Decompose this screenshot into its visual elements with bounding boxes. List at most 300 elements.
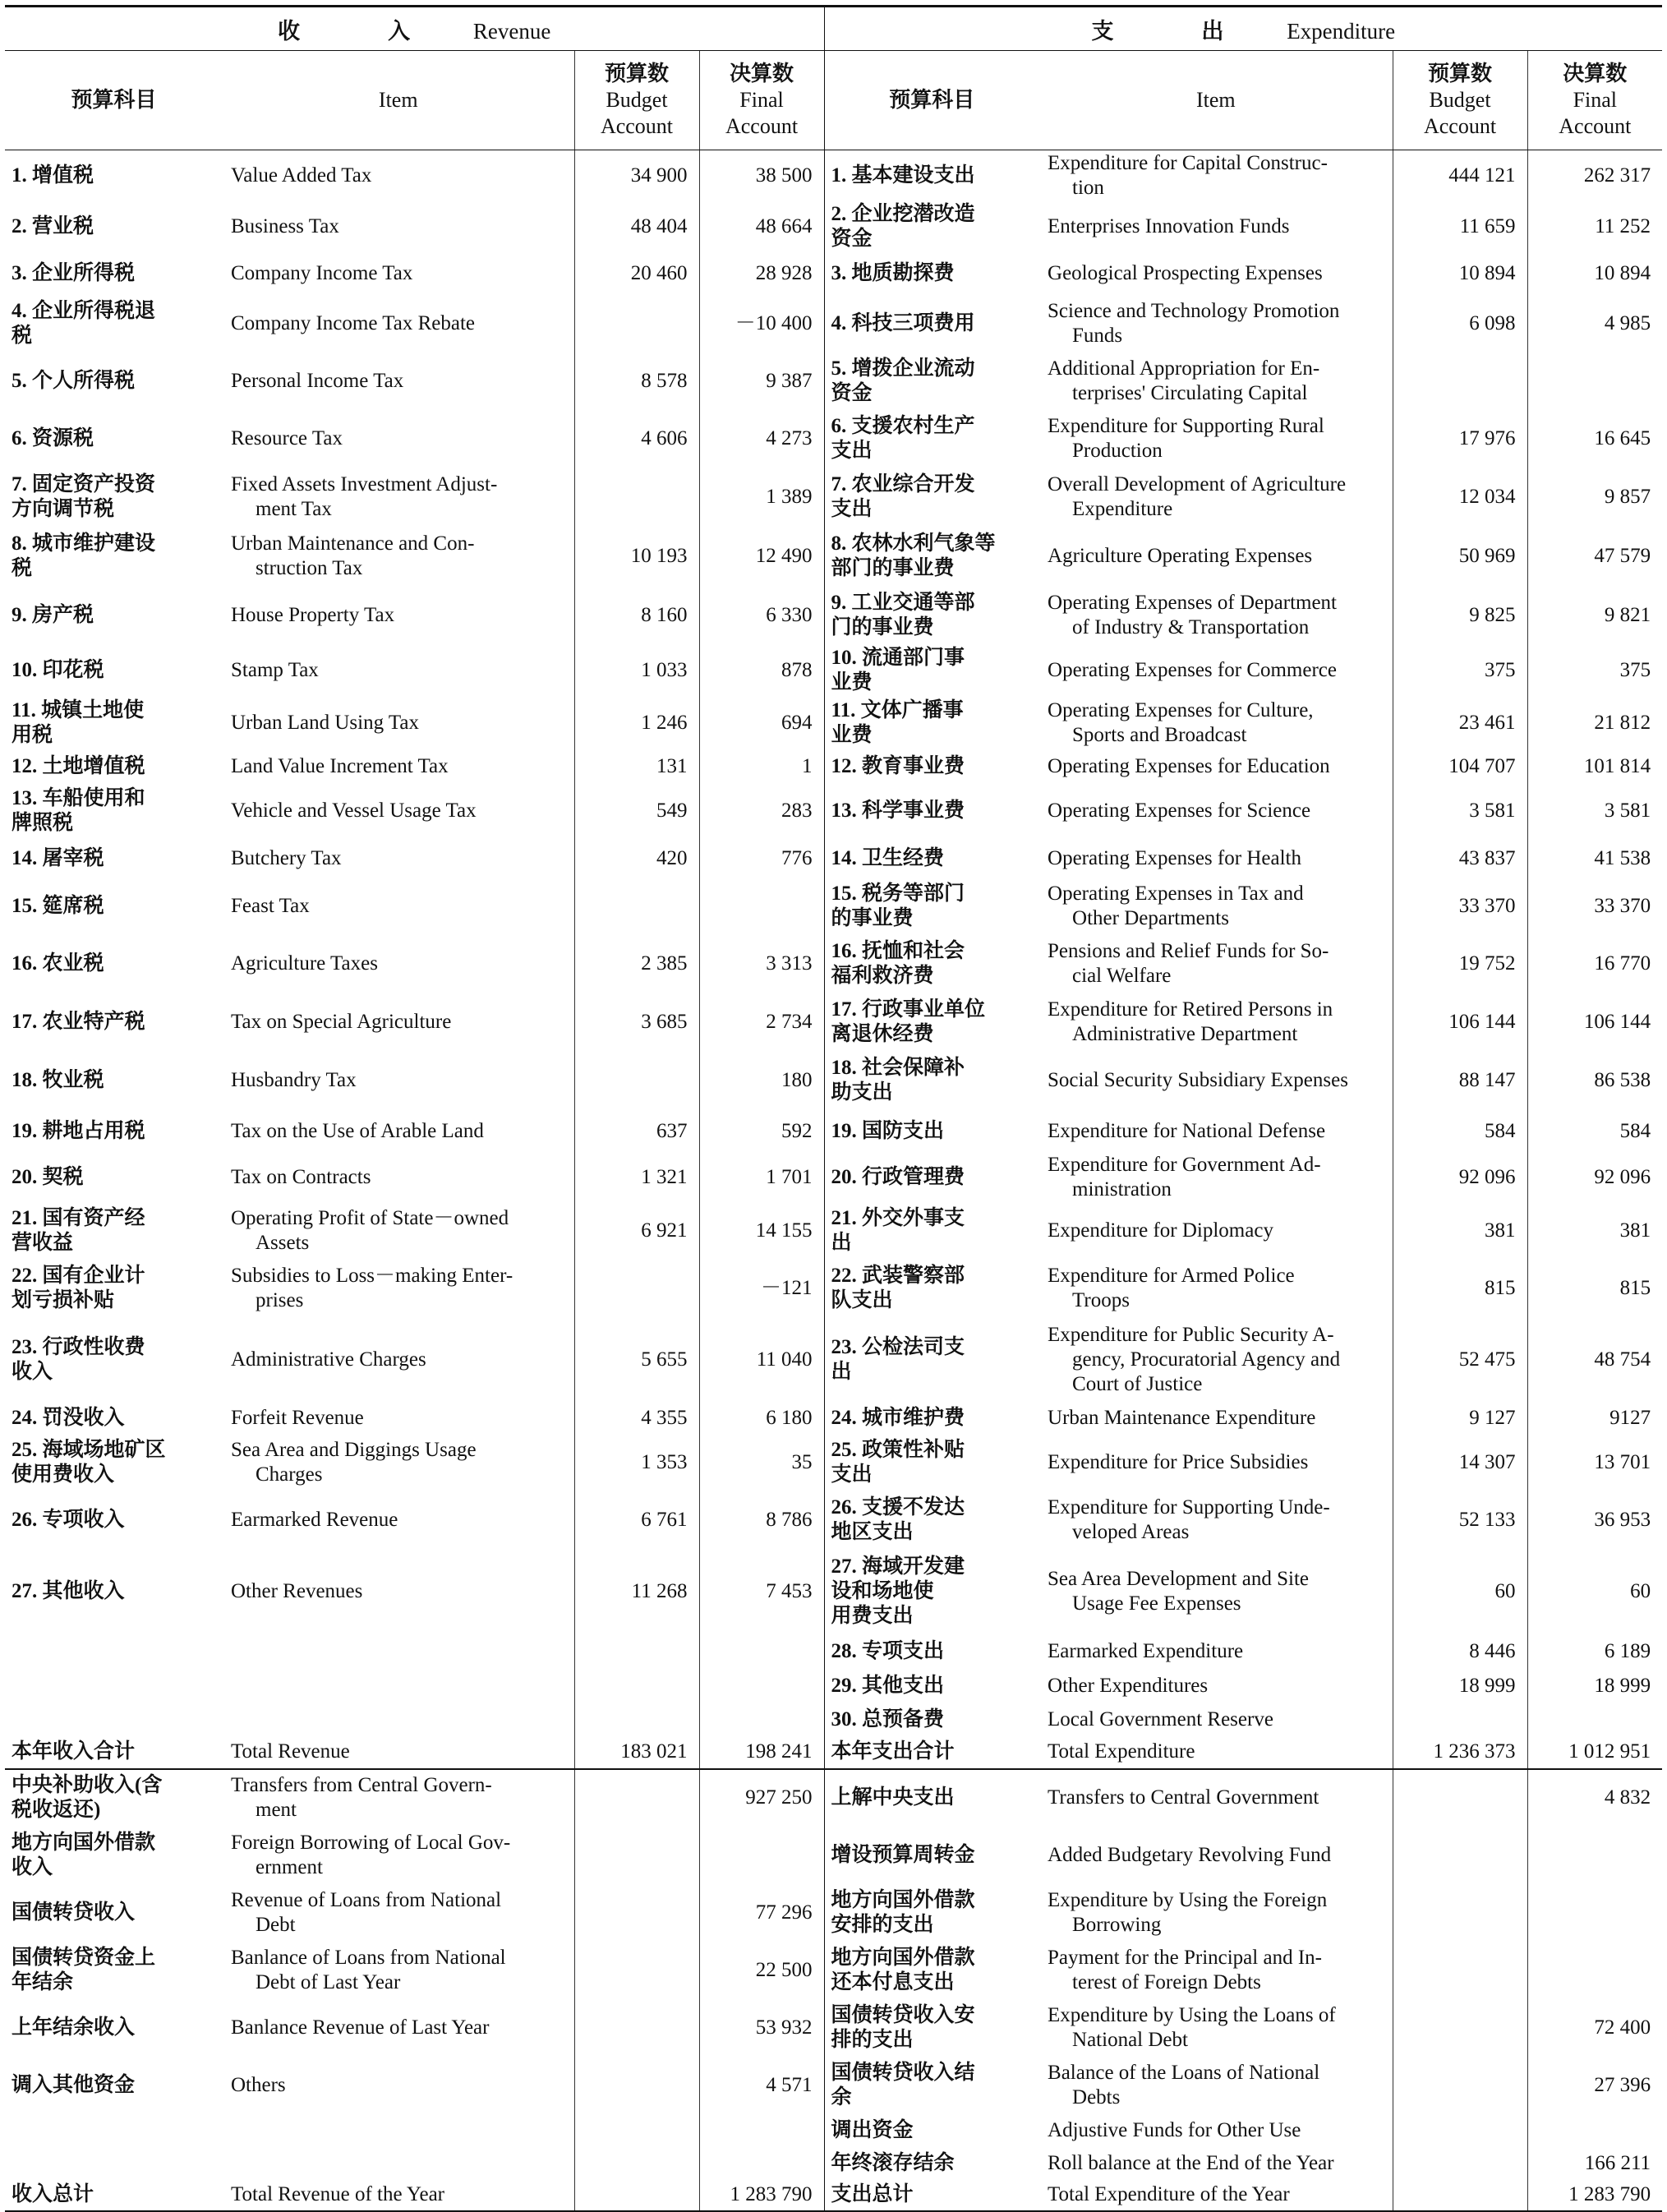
- revenue-item-cell: [223, 839, 574, 878]
- rev-final-header: 决算数 Final Account: [699, 51, 824, 150]
- expenditure-item-cell-line: Operating Expenses for Science: [1048, 799, 1311, 822]
- expenditure-code-cell-line: 21. 外交外事支: [831, 1206, 965, 1229]
- expenditure-code-cell-line: 25. 政策性补贴: [831, 1438, 965, 1461]
- revenue-item-cell: [223, 2180, 574, 2211]
- revenue-budget-cell: [574, 2057, 699, 2114]
- expenditure-code-cell-line: 离退休经费: [831, 1022, 934, 1045]
- expenditure-item-cell: [1039, 252, 1393, 295]
- table-row: [5, 2114, 1662, 2147]
- revenue-code-cell-line: 10. 印花税: [12, 658, 104, 681]
- expenditure-code-cell-line: 门的事业费: [831, 615, 934, 638]
- revenue-item-cell: [223, 586, 574, 645]
- expenditure-code-cell-line: 增设预算周转金: [831, 1843, 975, 1866]
- revenue-code-cell: [5, 2114, 223, 2147]
- table-row: [5, 839, 1662, 878]
- expenditure-final-cell: 381: [1527, 1202, 1662, 1260]
- revenue-code-cell: [5, 1260, 223, 1317]
- expenditure-code-cell: [824, 468, 1039, 527]
- expenditure-code-cell-line: 支出: [831, 1463, 873, 1486]
- revenue-code-cell-line: 6. 资源税: [12, 426, 94, 449]
- expenditure-code-cell-line: 上解中央支出: [831, 1786, 955, 1809]
- revenue-budget-cell: 4 355: [574, 1403, 699, 1434]
- revenue-budget-cell: [574, 1260, 699, 1317]
- rev-item-header: Item: [223, 51, 574, 150]
- revenue-budget-cell: 5 655: [574, 1317, 699, 1403]
- expenditure-item-cell-line: Agriculture Operating Expenses: [1048, 544, 1313, 567]
- revenue-final-cell: [699, 1827, 824, 1884]
- revenue-code-cell-line: 税收返还): [12, 1799, 101, 1821]
- expenditure-final-cell: 1 012 951: [1527, 1736, 1662, 1769]
- expenditure-item-cell-line: Transfers to Central Government: [1048, 1786, 1319, 1809]
- table-row: [5, 586, 1662, 645]
- revenue-item-cell-line: Administrative Charges: [231, 1348, 426, 1371]
- revenue-item-cell: [223, 1317, 574, 1403]
- expenditure-budget-cell: 14 307: [1393, 1434, 1527, 1491]
- revenue-final-cell: 1 701: [699, 1153, 824, 1202]
- revenue-code-cell-line: 年结余: [12, 1970, 74, 1993]
- revenue-final-cell: 28 928: [699, 252, 824, 295]
- revenue-final-cell: 927 250: [699, 1769, 824, 1827]
- expenditure-code-cell: [824, 993, 1039, 1051]
- revenue-code-cell: [5, 1434, 223, 1491]
- revenue-final-cell: 1 283 790: [699, 2180, 824, 2211]
- expenditure-final-cell: 36 953: [1527, 1491, 1662, 1549]
- revenue-code-cell: [5, 934, 223, 993]
- expenditure-budget-cell: 10 894: [1393, 252, 1527, 295]
- revenue-item-cell: [223, 295, 574, 353]
- table-row: [5, 1669, 1662, 1703]
- revenue-code-cell-line: 中央补助收入(含: [12, 1774, 163, 1796]
- expenditure-code-cell-line: 12. 教育事业费: [831, 754, 965, 777]
- expenditure-budget-cell: [1393, 1769, 1527, 1827]
- expenditure-item-cell-line: Enterprises Innovation Funds: [1048, 214, 1290, 237]
- revenue-item-cell-line: Transfers from Central Govern-: [231, 1774, 492, 1796]
- expenditure-code-cell-line: 支出: [831, 497, 873, 520]
- expenditure-code-cell-line: 14. 卫生经费: [831, 846, 945, 869]
- expenditure-final-cell: 72 400: [1527, 1999, 1662, 2057]
- revenue-item-cell: [223, 1669, 574, 1703]
- expenditure-budget-cell: [1393, 2057, 1527, 2114]
- revenue-final-cell: 6 330: [699, 586, 824, 645]
- table-row: [5, 696, 1662, 750]
- expenditure-group-en: Expenditure: [1287, 18, 1396, 44]
- revenue-budget-cell: 10 193: [574, 527, 699, 586]
- expenditure-code-cell: [824, 2057, 1039, 2114]
- expenditure-final-cell: [1527, 1827, 1662, 1884]
- revenue-final-cell: 3 313: [699, 934, 824, 993]
- table-row: [5, 1317, 1662, 1403]
- expenditure-budget-cell: 19 752: [1393, 934, 1527, 993]
- expenditure-item-cell-line: Geological Prospecting Expenses: [1048, 261, 1323, 284]
- revenue-code-cell: [5, 201, 223, 252]
- expenditure-code-cell: [824, 527, 1039, 586]
- revenue-item-cell-line: Total Revenue: [231, 1740, 350, 1763]
- revenue-final-cell: [699, 878, 824, 934]
- revenue-final-cell: 198 241: [699, 1736, 824, 1769]
- revenue-item-cell: [223, 1703, 574, 1736]
- expenditure-code-cell-line: 20. 行政管理费: [831, 1165, 965, 1188]
- expenditure-code-cell: [824, 353, 1039, 410]
- revenue-code-cell: [5, 1051, 223, 1110]
- revenue-item-cell: [223, 252, 574, 295]
- expenditure-code-cell-line: 助支出: [831, 1081, 893, 1104]
- revenue-group-zh: 收 入: [278, 18, 444, 44]
- expenditure-code-cell: [824, 1051, 1039, 1110]
- expenditure-budget-cell: 6 098: [1393, 295, 1527, 353]
- expenditure-code-cell-line: 27. 海域开发建: [831, 1555, 965, 1578]
- expenditure-final-cell: 9 857: [1527, 468, 1662, 527]
- revenue-budget-cell: [574, 1942, 699, 1999]
- revenue-budget-cell: [574, 1703, 699, 1736]
- expenditure-code-cell-line: 15. 税务等部门: [831, 882, 965, 905]
- expenditure-item-cell-line: Other Expenditures: [1048, 1674, 1209, 1697]
- expenditure-budget-cell: 8 446: [1393, 1634, 1527, 1669]
- revenue-item-cell-line: Urban Land Using Tax: [231, 711, 419, 734]
- expenditure-item-cell: [1039, 750, 1393, 783]
- revenue-item-cell: [223, 527, 574, 586]
- revenue-code-cell-line: 本年收入合计: [12, 1740, 136, 1763]
- expenditure-code-cell: [824, 2180, 1039, 2211]
- revenue-item-cell-line: House Property Tax: [231, 603, 395, 626]
- revenue-code-cell: [5, 586, 223, 645]
- revenue-code-cell: [5, 2147, 223, 2180]
- revenue-code-cell: [5, 468, 223, 527]
- revenue-budget-cell: 1 353: [574, 1434, 699, 1491]
- expenditure-code-cell-line: 10. 流通部门事: [831, 646, 965, 669]
- revenue-final-cell: [699, 1669, 824, 1703]
- expenditure-item-cell-line: Production: [1072, 439, 1163, 462]
- revenue-code-cell: [5, 2180, 223, 2211]
- revenue-final-cell: [699, 2147, 824, 2180]
- revenue-item-cell: [223, 201, 574, 252]
- revenue-code-cell-line: 14. 屠宰税: [12, 846, 104, 869]
- table-row: [5, 2057, 1662, 2114]
- expenditure-budget-cell: 106 144: [1393, 993, 1527, 1051]
- expenditure-final-cell: 16 645: [1527, 410, 1662, 468]
- expenditure-item-cell-line: terest of Foreign Debts: [1072, 1970, 1261, 1993]
- expenditure-code-cell-line: 5. 增拨企业流动: [831, 357, 975, 380]
- revenue-item-cell-line: Tax on Contracts: [231, 1165, 371, 1188]
- expenditure-item-cell-line: Expenditure for Retired Persons in: [1048, 998, 1333, 1021]
- revenue-item-cell-line: Charges: [256, 1463, 323, 1486]
- expenditure-item-cell-line: ministration: [1072, 1177, 1172, 1200]
- revenue-item-cell: [223, 150, 574, 201]
- revenue-code-cell: [5, 1317, 223, 1403]
- expenditure-item-cell: [1039, 1669, 1393, 1703]
- expenditure-item-cell: [1039, 1403, 1393, 1434]
- expenditure-budget-cell: 92 096: [1393, 1153, 1527, 1202]
- expenditure-final-cell: 10 894: [1527, 252, 1662, 295]
- expenditure-item-cell-line: Expenditure for Armed Police: [1048, 1264, 1295, 1287]
- expenditure-code-cell-line: 资金: [831, 381, 873, 404]
- column-header-row: [5, 51, 1662, 150]
- expenditure-code-cell-line: 19. 国防支出: [831, 1119, 945, 1142]
- revenue-code-cell-line: 3. 企业所得税: [12, 261, 136, 284]
- expenditure-final-cell: 86 538: [1527, 1051, 1662, 1110]
- expenditure-item-cell: [1039, 150, 1393, 201]
- expenditure-code-cell: [824, 696, 1039, 750]
- revenue-item-cell-line: Total Revenue of the Year: [231, 2183, 444, 2205]
- expenditure-budget-cell: 60: [1393, 1549, 1527, 1634]
- revenue-code-cell: [5, 1153, 223, 1202]
- expenditure-code-cell-line: 13. 科学事业费: [831, 799, 965, 822]
- revenue-final-cell: 7 453: [699, 1549, 824, 1634]
- expenditure-code-cell-line: 26. 支援不发达: [831, 1495, 965, 1518]
- revenue-item-cell-line: Tax on the Use of Arable Land: [231, 1119, 484, 1142]
- expenditure-item-cell-line: Operating Expenses in Tax and: [1048, 882, 1304, 905]
- expenditure-item-cell-line: terprises' Circulating Capital: [1072, 381, 1308, 404]
- expenditure-item-cell-line: Expenditure for Government Ad-: [1048, 1153, 1321, 1176]
- revenue-code-cell-line: 国债转贷收入: [12, 1901, 136, 1924]
- table-row: [5, 1051, 1662, 1110]
- revenue-code-cell: [5, 1491, 223, 1549]
- expenditure-item-cell-line: Balance of the Loans of National: [1048, 2061, 1320, 2084]
- revenue-budget-cell: 20 460: [574, 252, 699, 295]
- expenditure-code-cell-line: 地区支出: [831, 1520, 914, 1543]
- expenditure-item-cell-line: tion: [1072, 176, 1104, 199]
- revenue-item-cell-line: Personal Income Tax: [231, 369, 404, 392]
- revenue-budget-cell: [574, 1999, 699, 2057]
- group-header-row: [5, 7, 1662, 51]
- expenditure-item-cell-line: Usage Fee Expenses: [1072, 1592, 1241, 1615]
- expenditure-code-cell-line: 3. 地质勘探费: [831, 261, 955, 284]
- revenue-item-cell: [223, 1260, 574, 1317]
- revenue-item-cell-line: prises: [256, 1288, 304, 1311]
- expenditure-code-cell-line: 支出总计: [831, 2183, 914, 2205]
- expenditure-final-cell: 11 252: [1527, 201, 1662, 252]
- revenue-item-cell: [223, 1884, 574, 1942]
- expenditure-code-cell-line: 资金: [831, 227, 873, 250]
- expenditure-code-cell: [824, 1703, 1039, 1736]
- revenue-budget-cell: 8 160: [574, 586, 699, 645]
- revenue-budget-cell: 4 606: [574, 410, 699, 468]
- revenue-code-cell: [5, 527, 223, 586]
- expenditure-item-cell: [1039, 586, 1393, 645]
- budget-table: [5, 5, 1662, 2212]
- expenditure-item-cell-line: Science and Technology Promotion: [1048, 299, 1340, 322]
- revenue-budget-cell: [574, 1051, 699, 1110]
- expenditure-budget-cell: [1393, 2180, 1527, 2211]
- revenue-budget-cell: [574, 2114, 699, 2147]
- revenue-item-cell: [223, 645, 574, 696]
- revenue-item-cell: [223, 2114, 574, 2147]
- expenditure-item-cell: [1039, 1317, 1393, 1403]
- revenue-final-cell: [699, 1703, 824, 1736]
- table-row: [5, 1110, 1662, 1153]
- expenditure-item-cell: [1039, 1110, 1393, 1153]
- revenue-final-cell: 1 389: [699, 468, 824, 527]
- revenue-final-cell: 4 273: [699, 410, 824, 468]
- expenditure-item-cell: [1039, 783, 1393, 839]
- expenditure-item-cell: [1039, 1491, 1393, 1549]
- revenue-code-cell-line: 2. 营业税: [12, 214, 94, 237]
- expenditure-item-cell-line: Expenditure for Price Subsidies: [1048, 1450, 1309, 1473]
- expenditure-item-cell: [1039, 1884, 1393, 1942]
- revenue-final-cell: 11 040: [699, 1317, 824, 1403]
- revenue-budget-cell: [574, 878, 699, 934]
- expenditure-code-cell: [824, 1491, 1039, 1549]
- expenditure-code-cell: [824, 586, 1039, 645]
- revenue-code-cell-line: 20. 契税: [12, 1165, 84, 1188]
- revenue-code-cell-line: 国债转贷资金上: [12, 1946, 156, 1969]
- expenditure-item-cell-line: Expenditure for Diplomacy: [1048, 1219, 1273, 1242]
- expenditure-item-cell-line: gency, Procuratorial Agency and: [1072, 1348, 1341, 1371]
- revenue-item-cell: [223, 934, 574, 993]
- revenue-code-cell-line: 1. 增值税: [12, 164, 94, 187]
- expenditure-item-cell-line: Earmarked Expenditure: [1048, 1639, 1244, 1662]
- expenditure-final-cell: 9 821: [1527, 586, 1662, 645]
- expenditure-budget-cell: 43 837: [1393, 839, 1527, 878]
- expenditure-final-cell: 60: [1527, 1549, 1662, 1634]
- revenue-item-cell-line: Agriculture Taxes: [231, 952, 378, 975]
- expenditure-code-cell-line: 8. 农林水利气象等: [831, 532, 996, 555]
- budget-table-sheet: [5, 5, 1662, 2204]
- revenue-code-cell: [5, 750, 223, 783]
- revenue-budget-cell: [574, 468, 699, 527]
- revenue-code-cell-line: 23. 行政性收费: [12, 1335, 145, 1358]
- expenditure-code-cell-line: 排的支出: [831, 2028, 914, 2051]
- table-row: [5, 1491, 1662, 1549]
- expenditure-item-cell: [1039, 1736, 1393, 1769]
- expenditure-budget-cell: 17 976: [1393, 410, 1527, 468]
- expenditure-code-cell-line: 16. 抚恤和社会: [831, 939, 965, 962]
- expenditure-item-cell: [1039, 1999, 1393, 2057]
- expenditure-item-cell-line: Operating Expenses for Commerce: [1048, 658, 1337, 681]
- revenue-item-cell-line: struction Tax: [256, 556, 363, 579]
- revenue-item-cell-line: Debt of Last Year: [256, 1970, 401, 1993]
- expenditure-code-cell: [824, 1549, 1039, 1634]
- expenditure-code-cell-line: 的事业费: [831, 906, 914, 929]
- expenditure-item-cell-line: Troops: [1072, 1288, 1130, 1311]
- expenditure-final-cell: 13 701: [1527, 1434, 1662, 1491]
- expenditure-item-cell-line: Sports and Broadcast: [1072, 723, 1247, 746]
- revenue-item-cell-line: ment: [256, 1799, 297, 1821]
- expenditure-final-cell: 4 832: [1527, 1769, 1662, 1827]
- revenue-item-cell-line: Stamp Tax: [231, 658, 319, 681]
- expenditure-budget-cell: 9 127: [1393, 1403, 1527, 1434]
- revenue-item-cell-line: Husbandry Tax: [231, 1068, 357, 1091]
- expenditure-code-cell-line: 业费: [831, 671, 873, 694]
- expenditure-final-cell: [1527, 353, 1662, 410]
- revenue-budget-cell: 8 578: [574, 353, 699, 410]
- expenditure-code-cell-line: 2. 企业挖潜改造: [831, 202, 975, 225]
- expenditure-code-cell-line: 28. 专项支出: [831, 1639, 945, 1662]
- expenditure-final-cell: 101 814: [1527, 750, 1662, 783]
- revenue-budget-cell: 48 404: [574, 201, 699, 252]
- expenditure-item-cell-line: National Debt: [1072, 2028, 1188, 2051]
- revenue-item-cell-line: Company Income Tax: [231, 261, 413, 284]
- expenditure-code-cell-line: 出: [831, 1231, 852, 1254]
- table-row: [5, 1202, 1662, 1260]
- revenue-code-cell: [5, 1999, 223, 2057]
- revenue-item-cell-line: Tax on Special Agriculture: [231, 1010, 452, 1033]
- expenditure-item-cell-line: Payment for the Principal and In-: [1048, 1946, 1322, 1969]
- expenditure-budget-cell: 815: [1393, 1260, 1527, 1317]
- expenditure-code-cell: [824, 2114, 1039, 2147]
- revenue-final-cell: 8 786: [699, 1491, 824, 1549]
- expenditure-code-cell-line: 地方向国外借款: [831, 1888, 975, 1911]
- revenue-item-cell: [223, 2057, 574, 2114]
- expenditure-item-cell: [1039, 201, 1393, 252]
- revenue-code-cell-line: 18. 牧业税: [12, 1068, 104, 1091]
- revenue-final-cell: 2 734: [699, 993, 824, 1051]
- expenditure-code-cell: [824, 1736, 1039, 1769]
- expenditure-budget-cell: 52 133: [1393, 1491, 1527, 1549]
- revenue-code-cell: [5, 1827, 223, 1884]
- revenue-code-cell: [5, 1703, 223, 1736]
- expenditure-item-cell-line: Expenditure for Capital Construc-: [1048, 151, 1328, 174]
- expenditure-code-cell: [824, 783, 1039, 839]
- revenue-item-cell: [223, 750, 574, 783]
- revenue-code-cell-line: 5. 个人所得税: [12, 369, 136, 392]
- expenditure-item-cell: [1039, 1549, 1393, 1634]
- expenditure-item-cell: [1039, 1153, 1393, 1202]
- table-row: [5, 150, 1662, 201]
- expenditure-code-cell: [824, 1669, 1039, 1703]
- revenue-code-cell-line: 17. 农业特产税: [12, 1010, 145, 1033]
- expenditure-item-cell-line: Expenditure by Using the Foreign: [1048, 1888, 1328, 1911]
- revenue-item-cell-line: Sea Area and Diggings Usage: [231, 1438, 477, 1461]
- revenue-budget-cell: 637: [574, 1110, 699, 1153]
- expenditure-item-cell-line: of Industry & Transportation: [1072, 615, 1310, 638]
- revenue-code-cell-line: 上年结余收入: [12, 2016, 136, 2039]
- expenditure-budget-cell: 12 034: [1393, 468, 1527, 527]
- revenue-final-cell: 4 571: [699, 2057, 824, 2114]
- revenue-code-cell: [5, 839, 223, 878]
- revenue-budget-cell: 420: [574, 839, 699, 878]
- expenditure-group-header: [824, 7, 1662, 51]
- revenue-code-cell-line: 27. 其他收入: [12, 1579, 125, 1602]
- table-row: [5, 1942, 1662, 1999]
- expenditure-budget-cell: [1393, 2114, 1527, 2147]
- expenditure-code-cell: [824, 2147, 1039, 2180]
- revenue-final-cell: 48 664: [699, 201, 824, 252]
- revenue-code-cell-line: 11. 城镇土地使: [12, 698, 145, 721]
- revenue-code-cell-line: 21. 国有资产经: [12, 1206, 145, 1229]
- revenue-item-cell: [223, 878, 574, 934]
- revenue-final-cell: 694: [699, 696, 824, 750]
- expenditure-code-cell-line: 9. 工业交通等部: [831, 591, 975, 614]
- table-row: [5, 934, 1662, 993]
- expenditure-code-cell-line: 设和场地使: [831, 1579, 934, 1602]
- expenditure-final-cell: 92 096: [1527, 1153, 1662, 1202]
- expenditure-budget-cell: [1393, 1703, 1527, 1736]
- revenue-item-cell-line: Banlance of Loans from National: [231, 1946, 506, 1969]
- expenditure-code-cell-line: 国债转贷收入结: [831, 2061, 975, 2084]
- revenue-item-cell-line: Resource Tax: [231, 426, 343, 449]
- revenue-code-cell: [5, 1110, 223, 1153]
- revenue-code-cell-line: 16. 农业税: [12, 952, 104, 975]
- revenue-item-cell-line: Assets: [256, 1231, 310, 1254]
- exp-item-header: Item: [1039, 51, 1393, 150]
- revenue-budget-cell: 3 685: [574, 993, 699, 1051]
- expenditure-item-cell-line: Borrowing: [1072, 1913, 1162, 1936]
- expenditure-code-cell-line: 还本付息支出: [831, 1970, 955, 1993]
- table-row: [5, 1703, 1662, 1736]
- revenue-item-cell: [223, 696, 574, 750]
- expenditure-item-cell-line: Social Security Subsidiary Expenses: [1048, 1068, 1348, 1091]
- expenditure-final-cell: 4 985: [1527, 295, 1662, 353]
- revenue-code-cell: [5, 878, 223, 934]
- revenue-item-cell: [223, 1051, 574, 1110]
- table-row: [5, 2147, 1662, 2180]
- revenue-item-cell: [223, 993, 574, 1051]
- revenue-item-cell-line: Revenue of Loans from National: [231, 1888, 502, 1911]
- revenue-group-en: Revenue: [472, 18, 551, 44]
- revenue-item-cell: [223, 1736, 574, 1769]
- expenditure-budget-cell: [1393, 1999, 1527, 2057]
- revenue-code-cell-line: 19. 耕地占用税: [12, 1119, 145, 1142]
